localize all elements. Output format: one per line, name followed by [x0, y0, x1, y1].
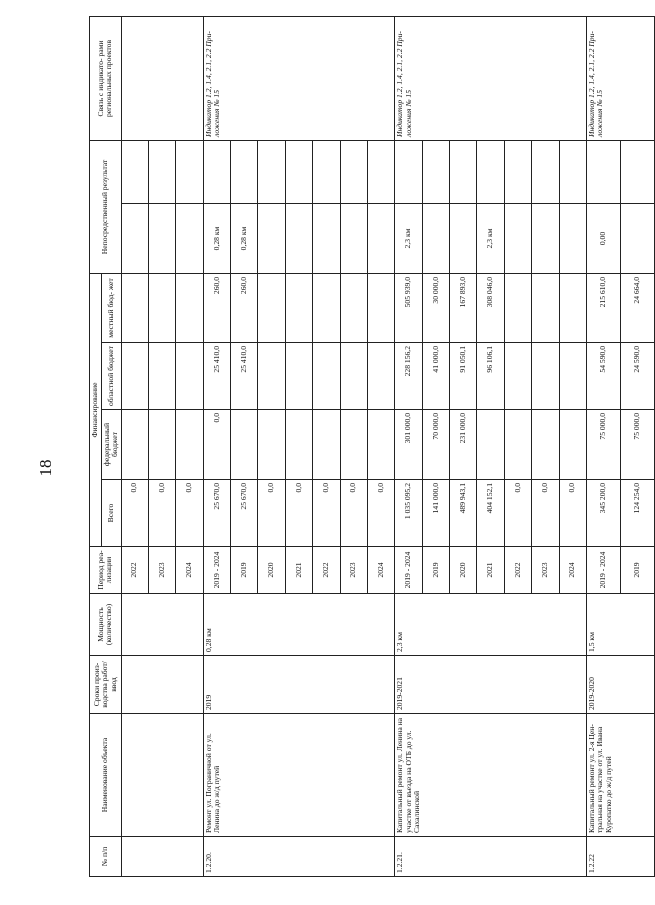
- result-cell: [258, 203, 285, 273]
- empty-cell: [176, 16, 203, 140]
- result-cell: 0,28 км: [231, 203, 258, 273]
- empty-cell: [422, 140, 449, 203]
- header-terms: Сроки произ- водства работ/ ввод: [90, 656, 122, 714]
- regional-cell: 25 410,0: [231, 343, 258, 410]
- local-cell: [313, 273, 340, 342]
- rotated-table-container: [89, 17, 642, 877]
- total-cell: 124 254,0: [620, 480, 654, 547]
- empty-cell: [231, 140, 258, 203]
- total-cell: 0,0: [532, 480, 559, 547]
- period-cell: 2020: [258, 547, 285, 594]
- regional-cell: [340, 343, 367, 410]
- object-number: 1.2.21.: [395, 837, 587, 877]
- empty-cell: [176, 410, 203, 480]
- total-cell: 141 000,0: [422, 480, 449, 547]
- empty-cell: [176, 203, 203, 273]
- empty-cell: [121, 594, 148, 656]
- indicator-link: Индикатор 1.2, 1.4, 2.1, 2.2 При- ложения № 15: [586, 16, 654, 140]
- result-cell: 0,00: [586, 203, 620, 273]
- empty-cell: [258, 140, 285, 203]
- object-number: 1.2.20.: [203, 837, 395, 877]
- federal-cell: 70 000,0: [422, 410, 449, 480]
- local-cell: 308 046,0: [477, 273, 504, 342]
- total-cell: 0,0: [504, 480, 531, 547]
- period-cell: 2019 - 2024: [395, 547, 422, 594]
- federal-cell: [258, 410, 285, 480]
- total-cell: 0,0: [121, 480, 148, 547]
- regional-cell: [559, 343, 586, 410]
- empty-cell: [121, 140, 148, 203]
- empty-cell: [148, 594, 175, 656]
- empty-cell: [620, 140, 654, 203]
- local-cell: 30 000,0: [422, 273, 449, 342]
- empty-cell: [148, 140, 175, 203]
- federal-cell: 75 000,0: [586, 410, 620, 480]
- empty-cell: [313, 140, 340, 203]
- empty-cell: [340, 140, 367, 203]
- period-cell: 2019: [620, 547, 654, 594]
- period-cell: 2024: [559, 547, 586, 594]
- total-cell: 489 943,1: [450, 480, 477, 547]
- regional-cell: 24 590,0: [620, 343, 654, 410]
- period-cell: 2019 - 2024: [203, 547, 230, 594]
- object-terms: 2019-2020: [586, 656, 654, 714]
- total-cell: 1 035 095,2: [395, 480, 422, 547]
- total-cell: 404 152,1: [477, 480, 504, 547]
- empty-cell: [586, 140, 620, 203]
- local-cell: 215 610,0: [586, 273, 620, 342]
- empty-cell: [121, 273, 148, 342]
- empty-cell: [395, 140, 422, 203]
- object-capacity: 0,28 км: [203, 594, 395, 656]
- federal-cell: [285, 410, 312, 480]
- table-body: [121, 16, 655, 876]
- federal-cell: 0,0: [203, 410, 230, 480]
- total-cell: 25 670,0: [203, 480, 230, 547]
- local-cell: 24 664,0: [620, 273, 654, 342]
- local-cell: 505 939,0: [395, 273, 422, 342]
- empty-cell: [121, 714, 148, 837]
- table-row: [176, 16, 203, 876]
- period-cell: 2021: [477, 547, 504, 594]
- empty-cell: [367, 140, 394, 203]
- empty-cell: [148, 203, 175, 273]
- header-capacity: Мощность (количество): [90, 594, 122, 656]
- total-cell: 345 200,0: [586, 480, 620, 547]
- empty-cell: [176, 837, 203, 877]
- empty-cell: [532, 140, 559, 203]
- total-cell: 25 670,0: [231, 480, 258, 547]
- indicator-link: Индикатор 1.2, 1.4, 2.1, 2.2 При- ложения № 15: [395, 16, 587, 140]
- result-cell: [532, 203, 559, 273]
- total-cell: 0,0: [559, 480, 586, 547]
- object-capacity: 2,3 км: [395, 594, 587, 656]
- regional-cell: [367, 343, 394, 410]
- local-cell: [367, 273, 394, 342]
- period-cell: 2023: [532, 547, 559, 594]
- empty-cell: [504, 140, 531, 203]
- empty-cell: [176, 714, 203, 837]
- regional-cell: [532, 343, 559, 410]
- local-cell: [340, 273, 367, 342]
- local-cell: [559, 273, 586, 342]
- empty-cell: [148, 16, 175, 140]
- local-cell: 260,0: [231, 273, 258, 342]
- empty-cell: [121, 203, 148, 273]
- table-row: [148, 16, 175, 876]
- header-period: Период реа- лизации: [90, 547, 122, 594]
- regional-cell: 41 000,0: [422, 343, 449, 410]
- header-federal: федеральный бюджет: [101, 410, 121, 480]
- object-name: Ремонт ул. Пограничной от ул. Ленина до ж/д путей: [203, 714, 395, 837]
- federal-cell: [313, 410, 340, 480]
- federal-cell: [477, 410, 504, 480]
- empty-cell: [148, 714, 175, 837]
- header-result: Непосредственный результат: [90, 140, 122, 273]
- object-number: 1.2.22: [586, 837, 654, 877]
- period-cell: 2023: [340, 547, 367, 594]
- local-cell: 167 893,0: [450, 273, 477, 342]
- period-cell: 2022: [121, 547, 148, 594]
- regional-cell: [313, 343, 340, 410]
- header-total: Всего: [101, 480, 121, 547]
- header-num: № п/п: [90, 837, 122, 877]
- period-cell: 2023: [148, 547, 175, 594]
- federal-cell: 75 000,0: [620, 410, 654, 480]
- result-cell: [367, 203, 394, 273]
- period-cell: 2022: [313, 547, 340, 594]
- local-cell: [285, 273, 312, 342]
- empty-cell: [121, 343, 148, 410]
- object-terms: 2019: [203, 656, 395, 714]
- empty-cell: [176, 273, 203, 342]
- total-cell: 0,0: [258, 480, 285, 547]
- local-cell: [258, 273, 285, 342]
- regional-cell: 25 410,0: [203, 343, 230, 410]
- regional-cell: [504, 343, 531, 410]
- object-name: Капитальный ремонт ул. Ленина на участке от въезда на ОТБ до ул. Сахалинской: [395, 714, 587, 837]
- empty-cell: [559, 140, 586, 203]
- total-cell: 0,0: [148, 480, 175, 547]
- total-cell: 0,0: [313, 480, 340, 547]
- federal-cell: [367, 410, 394, 480]
- regional-cell: 96 106,1: [477, 343, 504, 410]
- federal-cell: [231, 410, 258, 480]
- result-cell: 0,28 км: [203, 203, 230, 273]
- empty-cell: [477, 140, 504, 203]
- period-cell: 2020: [450, 547, 477, 594]
- total-cell: 0,0: [367, 480, 394, 547]
- page-number: 18: [36, 459, 55, 477]
- result-cell: [620, 203, 654, 273]
- empty-cell: [148, 656, 175, 714]
- header-link: Связь с индикато- рами региональных проектов: [90, 16, 122, 140]
- empty-cell: [450, 140, 477, 203]
- local-cell: [504, 273, 531, 342]
- object-terms: 2019-2021: [395, 656, 587, 714]
- empty-cell: [176, 343, 203, 410]
- table-row: [203, 16, 230, 876]
- local-cell: 260,0: [203, 273, 230, 342]
- result-cell: [450, 203, 477, 273]
- regional-cell: [285, 343, 312, 410]
- total-cell: 0,0: [176, 480, 203, 547]
- result-cell: [285, 203, 312, 273]
- result-cell: [422, 203, 449, 273]
- federal-cell: [504, 410, 531, 480]
- total-cell: 0,0: [340, 480, 367, 547]
- table-row: [121, 16, 148, 876]
- federal-cell: [340, 410, 367, 480]
- empty-cell: [285, 140, 312, 203]
- empty-cell: [121, 656, 148, 714]
- period-cell: 2024: [367, 547, 394, 594]
- header-regional: областной бюджет: [101, 343, 121, 410]
- period-cell: 2019: [422, 547, 449, 594]
- result-cell: 2,3 км: [395, 203, 422, 273]
- federal-cell: 231 000,0: [450, 410, 477, 480]
- federal-cell: [532, 410, 559, 480]
- federal-cell: 301 000,0: [395, 410, 422, 480]
- object-name: Капитальный ремонт ул. 2-я Цен- тральная на участке от ул. Ивана Куропатко до ж/д путей: [586, 714, 654, 837]
- result-cell: [504, 203, 531, 273]
- header-local: местный бюд- жет: [101, 273, 121, 342]
- header-financing: Финансирование: [90, 273, 102, 546]
- header-name: Наименование объекта: [90, 714, 122, 837]
- result-cell: [313, 203, 340, 273]
- result-cell: [340, 203, 367, 273]
- total-cell: 0,0: [285, 480, 312, 547]
- empty-cell: [121, 837, 148, 877]
- empty-cell: [148, 343, 175, 410]
- empty-cell: [148, 273, 175, 342]
- empty-cell: [176, 140, 203, 203]
- indicator-link: Индикатор 1.2, 1.4, 2.1, 2.2 При- ложения № 15: [203, 16, 395, 140]
- regional-cell: 54 590,0: [586, 343, 620, 410]
- financing-table: [89, 16, 655, 877]
- result-cell: 2,3 км: [477, 203, 504, 273]
- regional-cell: [258, 343, 285, 410]
- result-cell: [559, 203, 586, 273]
- table-row: [395, 16, 422, 876]
- period-cell: 2019: [231, 547, 258, 594]
- empty-cell: [121, 16, 148, 140]
- empty-cell: [203, 140, 230, 203]
- empty-cell: [148, 410, 175, 480]
- empty-cell: [148, 837, 175, 877]
- local-cell: [532, 273, 559, 342]
- empty-cell: [176, 656, 203, 714]
- federal-cell: [559, 410, 586, 480]
- empty-cell: [121, 410, 148, 480]
- period-cell: 2019 - 2024: [586, 547, 620, 594]
- object-capacity: 1,5 км: [586, 594, 654, 656]
- period-cell: 2021: [285, 547, 312, 594]
- period-cell: 2024: [176, 547, 203, 594]
- regional-cell: 228 156,2: [395, 343, 422, 410]
- period-cell: 2022: [504, 547, 531, 594]
- regional-cell: 91 050,1: [450, 343, 477, 410]
- empty-cell: [176, 594, 203, 656]
- table-row: [586, 16, 620, 876]
